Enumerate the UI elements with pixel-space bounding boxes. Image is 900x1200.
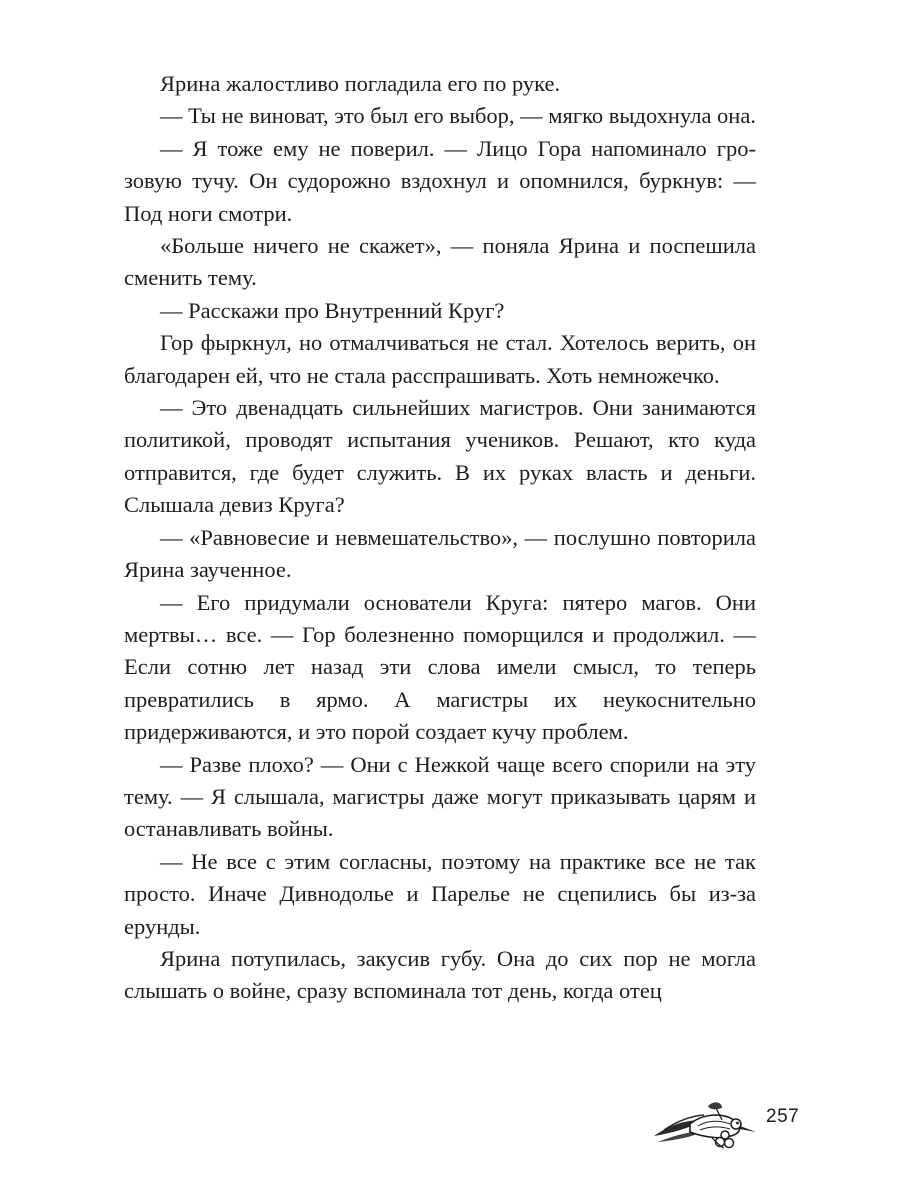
paragraph: — Это двенадцать сильнейших магистров. Они занимаются политикой, проводят испытания учеников. Решают, кто куда отправится, где будет служить. В их руках власть и деньги. Слышала девиз Круга? [124, 395, 756, 518]
page-body-text [124, 68, 756, 1008]
page-number: 257 [766, 1106, 800, 1127]
paragraph: Ярина жалостливо погладила его по руке. [160, 71, 561, 96]
paragraph: — «Равновесие и невмешательство», — послушно повторила Ярина заученное. [124, 524, 756, 583]
paragraph: — Ты не виноват, это был его выбор, — мягко выдохнула она. [160, 103, 756, 129]
paragraph: — Расскажи про Внутренний Круг? [160, 297, 505, 323]
paragraph: «Больше ничего не скажет», — поняла Ярина и поспешила сменить тему. [124, 233, 756, 291]
paragraph: Ярина потупилась, закусив губу. Она до сих пор не могла слышать о войне, сразу вспоминала тот день, когда отец [124, 945, 756, 1004]
bird-with-berries-ornament-icon [650, 1096, 760, 1152]
paragraph: — Его придумали основатели Круга: пятеро магов. Они мертвы… все. — Гор болезненно поморщился и продолжил. — Если сотню лет назад эти слова имели смысл, то теперь превратились в ярмо. А магистры их неукоснительно придерживаются, и это порой создает кучу проблем. [124, 589, 756, 745]
paragraph: — Не все с этим согласны, поэтому на практике все не так просто. Иначе Дивнодолье и Парелье не сцепились бы из-за ерунды. [124, 848, 756, 939]
paragraph: — Разве плохо? — Они с Нежкой чаще всего спорили на эту тему. — Я слышала, магистры даже могут приказывать царям и останавливать войны. [124, 751, 756, 842]
paragraph: — Я тоже ему не поверил. — Лицо Гора напоминало грозовую тучу. Он судорожно вздохнул и опомнился, буркнув: — Под ноги смотри. [124, 135, 756, 226]
page-footer [650, 1090, 800, 1160]
paragraph: Гор фыркнул, но отмалчиваться не стал. Хотелось верить, он благодарен ей, что не стала расспрашивать. Хоть немножечко. [124, 330, 756, 388]
